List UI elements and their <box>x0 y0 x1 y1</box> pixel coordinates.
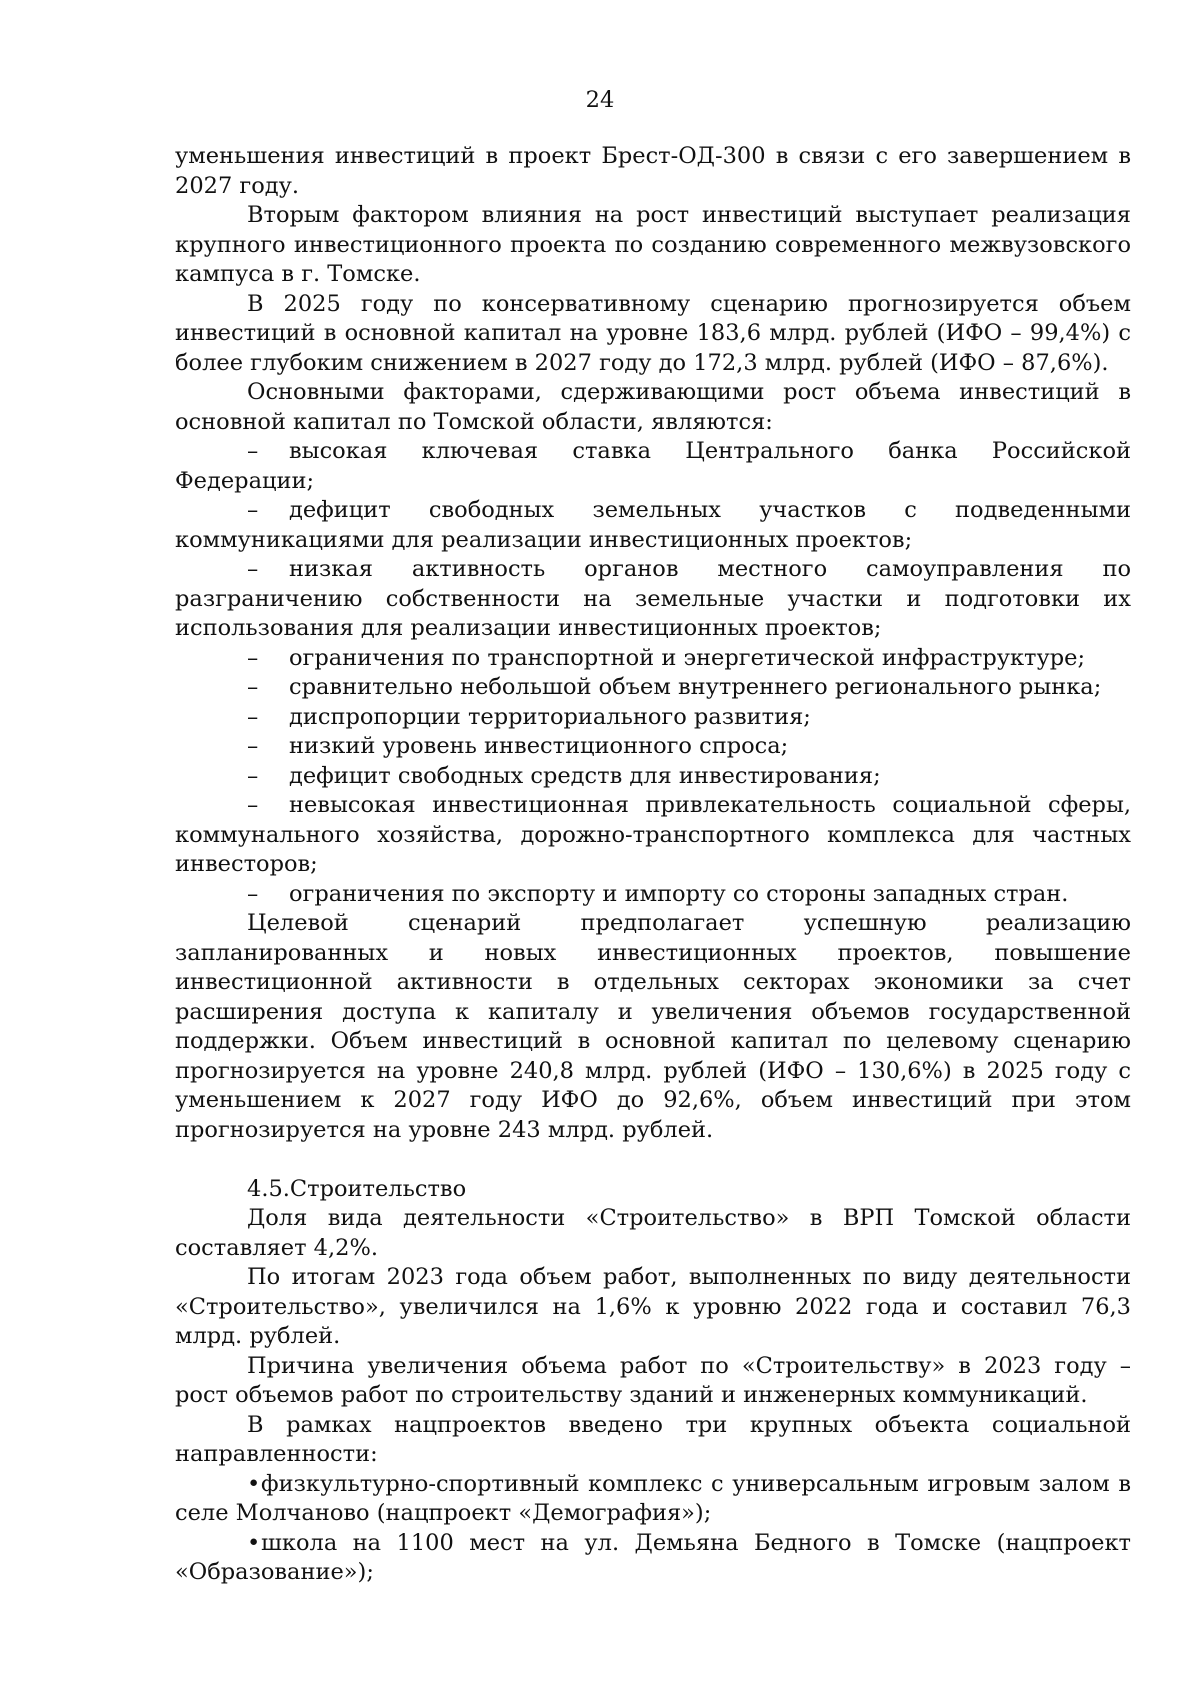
dash-marker: – <box>247 497 259 523</box>
paragraph-continuation: уменьшения инвестиций в проект Брест-ОД-300 в связи с его завершением в 2027 году. <box>175 143 1131 199</box>
dash-marker: – <box>247 762 259 789</box>
factor-text: дефицит свободных средств для инвестирования; <box>289 762 881 789</box>
factor-list-item <box>175 703 1131 733</box>
dash-marker: – <box>247 644 259 671</box>
factor-text: диспропорции территориального развития; <box>289 703 811 730</box>
dash-marker: – <box>247 733 259 759</box>
factor-text: невысокая инвестиционная привлекательность социальной сферы, коммунального хозяйства, дорожно-транспортного комплекса для частных инвесторов; <box>175 792 1131 877</box>
paragraph-construction-reason: Причина увеличения объема работ по «Строительству» в 2023 году – рост объемов работ по строительству зданий и инженерных коммуникаций. <box>175 1352 1131 1408</box>
factor-list-item <box>175 880 1131 910</box>
factor-text: дефицит свободных земельных участков с подведенными коммуникациями для реализации инвестиционных проектов; <box>175 497 1131 553</box>
paragraph-factors-intro: Основными факторами, сдерживающими рост объема инвестиций в основной капитал по Томской области, являются: <box>175 379 1131 435</box>
dash-marker: – <box>247 556 259 582</box>
paragraph-construction-results: По итогам 2023 года объем работ, выполненных по виду деятельности «Строительство», увеличился на 1,6% к уровню 2022 года и составил 76,3 млрд. рублей. <box>175 1264 1131 1349</box>
bullet-marker: • <box>247 1470 261 1497</box>
factor-list-item <box>175 496 1131 555</box>
object-list-item <box>175 1529 1131 1588</box>
object-text: физкультурно-спортивный комплекс с универсальным игровым залом в селе Молчаново (нацпроект «Демография»); <box>175 1470 1131 1526</box>
document-body <box>175 142 1131 1588</box>
factor-text: ограничения по экспорту и импорту со стороны западных стран. <box>289 880 1069 907</box>
factor-list-item <box>175 762 1131 792</box>
factor-text: ограничения по транспортной и энергетической инфраструктуре; <box>289 644 1086 671</box>
dash-marker: – <box>247 703 259 730</box>
paragraph-target-scenario: Целевой сценарий предполагает успешную реализацию запланированных и новых инвестиционных проектов, повышение инвестиционной активности в отдельных секторах экономики за счет расширения доступа к капиталу и увеличения объемов государственной поддержки. Объем инвестиций в основной капитал по целевому сценарию прогнозируется на уровне 240,8 млрд. рублей (ИФО – 130,6%) в 2025 году с уменьшением к 2027 году ИФО до 92,6%, объем инвестиций при этом прогнозируется на уровне 243 млрд. рублей. <box>175 910 1131 1143</box>
factor-list-item <box>175 791 1131 880</box>
factor-text: низкая активность органов местного самоуправления по разграничению собственности на земельные участки и подготовки их использования для реализации инвестиционных проектов; <box>175 556 1131 641</box>
factor-list-item <box>175 644 1131 674</box>
dash-marker: – <box>247 438 259 464</box>
object-list-item <box>175 1470 1131 1529</box>
page-number: 24 <box>585 87 615 113</box>
section-heading: 4.5.Строительство <box>247 1175 467 1202</box>
factor-text: низкий уровень инвестиционного спроса; <box>289 733 789 759</box>
factor-text: высокая ключевая ставка Центрального банка Российской Федерации; <box>175 438 1131 494</box>
paragraph-second-factor: Вторым фактором влияния на рост инвестиций выступает реализация крупного инвестиционного проекта по созданию современного межвузовского кампуса в г. Томске. <box>175 202 1131 287</box>
paragraph-national-projects: В рамках нацпроектов введено три крупных объекта социальной направленности: <box>175 1411 1131 1467</box>
object-text: школа на 1100 мест на ул. Демьяна Бедного в Томске (нацпроект «Образование»); <box>175 1529 1131 1585</box>
bullet-marker: • <box>247 1529 261 1556</box>
dash-marker: – <box>247 792 259 818</box>
paragraph-conservative-scenario: В 2025 году по консервативному сценарию прогнозируется объем инвестиций в основной капитал на уровне 183,6 млрд. рублей (ИФО – 99,4%) с более глубоким снижением в 2027 году до 172,3 млрд. рублей (ИФО – 87,6%). <box>175 290 1131 376</box>
dash-marker: – <box>247 674 259 700</box>
factor-list-item <box>175 732 1131 762</box>
dash-marker: – <box>247 880 259 907</box>
factor-list-item <box>175 437 1131 496</box>
factor-list-item <box>175 555 1131 644</box>
factor-list-item <box>175 673 1131 703</box>
paragraph-construction-share: Доля вида деятельности «Строительство» в ВРП Томской области составляет 4,2%. <box>175 1205 1131 1261</box>
factor-text: сравнительно небольшой объем внутреннего регионального рынка; <box>289 674 1102 700</box>
